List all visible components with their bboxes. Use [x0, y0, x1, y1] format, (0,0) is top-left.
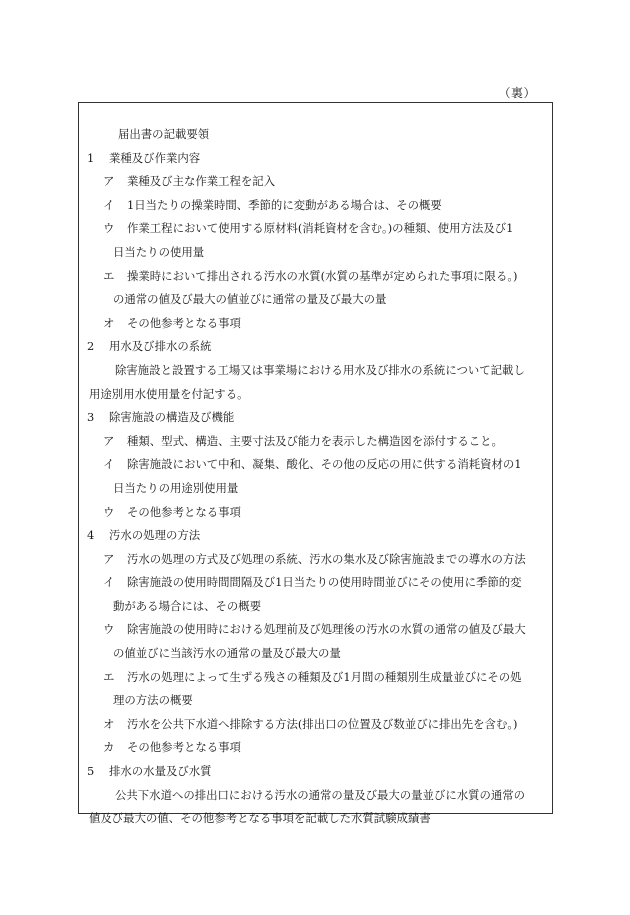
section-3-item-u	[87, 501, 549, 525]
item-text: 除害施設において中和、凝集、酸化、その他の反応の用に供する消耗資材の1	[127, 457, 522, 472]
section-1-item-i	[87, 194, 549, 218]
section-5-paragraph-line	[87, 807, 549, 831]
item-text-continued: 日当たりの用途別使用量	[113, 480, 239, 495]
section-1-item-a	[87, 170, 549, 194]
section-4-item-u-continued	[87, 642, 549, 666]
section-title: 汚水の処理の方法	[109, 528, 201, 543]
item-text: その他参考となる事項	[127, 504, 241, 519]
item-mark: カ	[103, 740, 115, 755]
section-title: 業種及び作業内容	[109, 150, 201, 165]
item-text: 汚水を公共下水道へ排除する方法(排出口の位置及び数並びに排出先を含む。)	[127, 716, 518, 731]
section-4-item-i-continued	[87, 595, 549, 619]
paragraph-text: 用途別用水使用量を付記する。	[89, 386, 249, 401]
section-4-item-i	[87, 571, 549, 595]
section-title: 除害施設の構造及び機能	[109, 410, 235, 425]
instructions-content	[87, 123, 549, 831]
section-2-heading	[87, 335, 549, 359]
section-number: 5	[87, 764, 95, 779]
item-mark: イ	[103, 575, 115, 590]
item-text-continued: 日当たりの使用量	[113, 244, 205, 259]
item-text: 除害施設の使用時における処理前及び処理後の汚水の水質の通常の値及び最大	[127, 622, 526, 637]
section-4-heading	[87, 524, 549, 548]
item-mark: ウ	[103, 504, 115, 519]
section-number: 3	[87, 410, 95, 425]
section-number: 2	[87, 339, 95, 354]
document-title: 届出書の記載要領	[118, 127, 210, 141]
section-4-item-e-continued	[87, 689, 549, 713]
section-number: 4	[87, 528, 95, 543]
paragraph-text: 値及び最大の値、その他参考となる事項を記載した水質試験成績書	[89, 811, 431, 826]
section-3-item-i	[87, 453, 549, 477]
item-mark: ア	[103, 551, 115, 566]
section-1-item-e	[87, 265, 549, 289]
item-text: 汚水の処理によって生ずる残さの種類及び1月間の種類別生成量並びにその処	[127, 669, 522, 684]
section-4-item-o	[87, 713, 549, 737]
item-mark: オ	[103, 716, 115, 731]
item-mark: オ	[103, 315, 115, 330]
section-4-item-a	[87, 548, 549, 572]
section-title: 排水の水量及び水質	[109, 764, 212, 779]
item-text: 除害施設の使用時間間隔及び1日当たりの使用時間並びにその使用に季節的変	[127, 575, 522, 590]
section-5-paragraph-line	[87, 784, 549, 808]
section-1-item-u-continued	[87, 241, 549, 265]
item-text: 汚水の処理の方式及び処理の系統、汚水の集水及び除害施設までの導水の方法	[127, 551, 526, 566]
item-text: 種類、型式、構造、主要寸法及び能力を表示した構造図を添付すること。	[127, 433, 503, 448]
item-text-continued: の値並びに当該汚水の通常の量及び最大の量	[113, 646, 341, 661]
back-mark: （裏）	[498, 86, 536, 100]
section-2-paragraph-line	[87, 383, 549, 407]
item-mark: イ	[103, 457, 115, 472]
section-3-item-i-continued	[87, 477, 549, 501]
item-text-continued: の通常の値及び最大の値並びに通常の量及び最大の量	[113, 292, 387, 307]
item-mark: ア	[103, 174, 115, 189]
item-text: 1日当たりの操業時間、季節的に変動がある場合は、その概要	[127, 197, 442, 212]
section-number: 1	[87, 150, 95, 165]
item-mark: イ	[103, 197, 115, 212]
paragraph-text: 除害施設と設置する工場又は事業場における用水及び排水の系統について記載し	[115, 362, 525, 377]
section-title: 用水及び排水の系統	[109, 339, 212, 354]
item-text-continued: 動がある場合には、その概要	[113, 598, 262, 613]
item-mark: エ	[103, 669, 115, 684]
section-4-item-e	[87, 666, 549, 690]
item-mark: ウ	[103, 221, 115, 236]
section-1-item-e-continued	[87, 288, 549, 312]
item-mark: ア	[103, 433, 115, 448]
section-4-item-ka	[87, 736, 549, 760]
item-text: 操業時において排出される汚水の水質(水質の基準が定められた事項に限る。)	[127, 268, 518, 283]
item-text: その他参考となる事項	[127, 315, 241, 330]
section-2-paragraph-line	[87, 359, 549, 383]
section-4-item-u	[87, 618, 549, 642]
section-3-item-a	[87, 430, 549, 454]
item-mark: ウ	[103, 622, 115, 637]
item-text: その他参考となる事項	[127, 740, 241, 755]
section-5-heading	[87, 760, 549, 784]
section-1-item-u	[87, 217, 549, 241]
paragraph-text: 公共下水道への排出口における汚水の通常の量及び最大の量並びに水質の通常の	[115, 787, 526, 802]
section-3-heading	[87, 406, 549, 430]
instructions-frame	[78, 102, 553, 826]
item-text-continued: 理の方法の概要	[113, 693, 193, 708]
item-text: 作業工程において使用する原材料(消耗資材を含む。)の種類、使用方法及び1	[127, 221, 514, 236]
item-mark: エ	[103, 268, 115, 283]
section-1-item-o	[87, 312, 549, 336]
item-text: 業種及び主な作業工程を記入	[127, 174, 276, 189]
section-1-heading	[87, 147, 549, 171]
